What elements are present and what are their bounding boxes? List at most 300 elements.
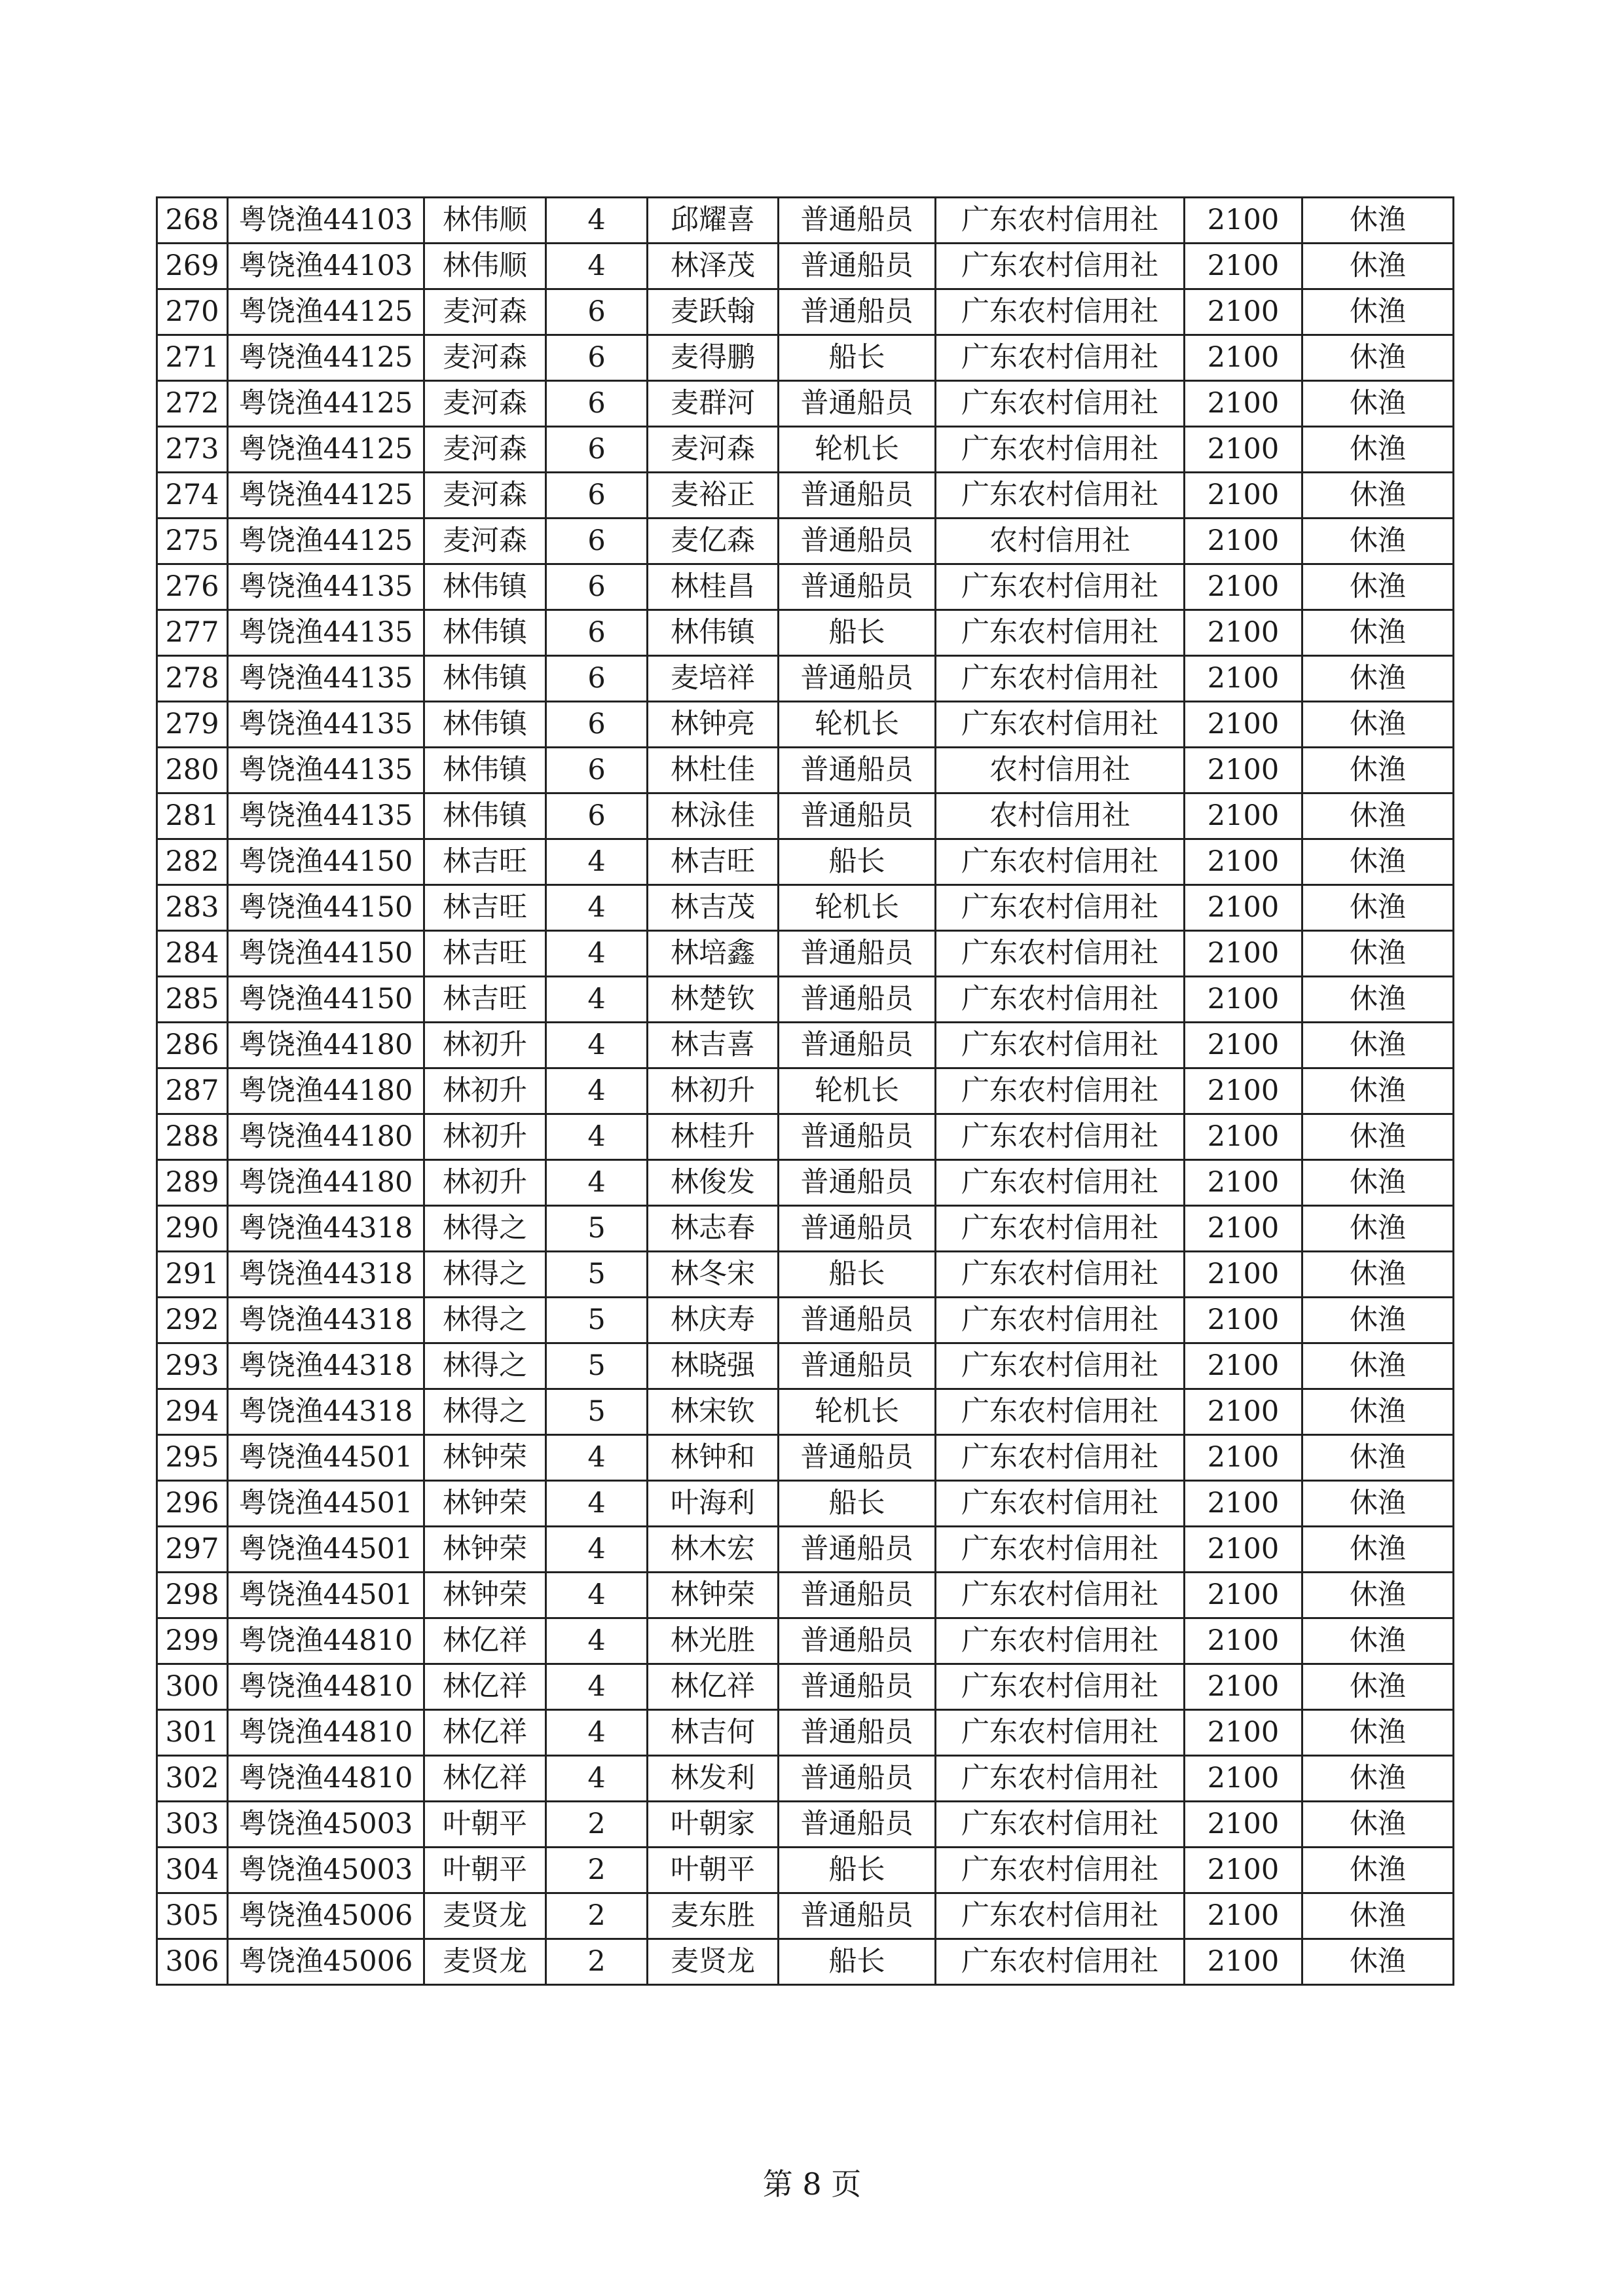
position-cell: 普通船员 [779, 656, 936, 702]
crew-name-cell: 麦河森 [648, 427, 779, 473]
bank-name-cell: 广东农村信用社 [936, 1160, 1185, 1206]
status-cell: 休渔 [1302, 1848, 1454, 1893]
amount-cell: 2100 [1185, 427, 1302, 473]
row-index-cell: 304 [157, 1848, 228, 1893]
status-cell: 休渔 [1302, 1068, 1454, 1114]
position-cell: 普通船员 [779, 1756, 936, 1802]
table-row [157, 1435, 1454, 1481]
crew-name-cell: 林志春 [648, 1206, 779, 1252]
crew-name-cell: 林楚钦 [648, 977, 779, 1023]
table-row [157, 1618, 1454, 1664]
amount-cell: 2100 [1185, 610, 1302, 656]
vessel-number-cell: 粤饶渔44135 [228, 793, 424, 839]
vessel-number-cell: 粤饶渔44135 [228, 610, 424, 656]
status-cell: 休渔 [1302, 1481, 1454, 1527]
crew-name-cell: 林庆寿 [648, 1298, 779, 1343]
amount-cell: 2100 [1185, 1481, 1302, 1527]
status-cell: 休渔 [1302, 931, 1454, 977]
row-index-cell: 290 [157, 1206, 228, 1252]
crew-name-cell: 林亿祥 [648, 1664, 779, 1710]
vessel-number-cell: 粤饶渔44180 [228, 1023, 424, 1068]
crew-count-cell: 4 [546, 198, 648, 244]
amount-cell: 2100 [1185, 1068, 1302, 1114]
row-index-cell: 270 [157, 289, 228, 335]
bank-name-cell: 广东农村信用社 [936, 1664, 1185, 1710]
row-index-cell: 301 [157, 1710, 228, 1756]
status-cell: 休渔 [1302, 519, 1454, 564]
row-index-cell: 293 [157, 1343, 228, 1389]
vessel-number-cell: 粤饶渔44318 [228, 1389, 424, 1435]
row-index-cell: 292 [157, 1298, 228, 1343]
amount-cell: 2100 [1185, 748, 1302, 793]
table-row [157, 1573, 1454, 1618]
bank-name-cell: 广东农村信用社 [936, 1481, 1185, 1527]
status-cell: 休渔 [1302, 1939, 1454, 1985]
crew-count-cell: 2 [546, 1848, 648, 1893]
crew-count-cell: 4 [546, 1527, 648, 1573]
position-cell: 普通船员 [779, 1343, 936, 1389]
bank-name-cell: 广东农村信用社 [936, 1893, 1185, 1939]
vessel-number-cell: 粤饶渔45003 [228, 1848, 424, 1893]
crew-count-cell: 6 [546, 564, 648, 610]
table-row [157, 198, 1454, 244]
amount-cell: 2100 [1185, 1435, 1302, 1481]
crew-count-cell: 4 [546, 1573, 648, 1618]
row-index-cell: 291 [157, 1252, 228, 1298]
bank-name-cell: 广东农村信用社 [936, 427, 1185, 473]
position-cell: 普通船员 [779, 381, 936, 427]
owner-name-cell: 麦河森 [424, 289, 546, 335]
owner-name-cell: 林初升 [424, 1160, 546, 1206]
status-cell: 休渔 [1302, 473, 1454, 519]
crew-name-cell: 麦得鹏 [648, 335, 779, 381]
crew-name-cell: 麦亿森 [648, 519, 779, 564]
row-index-cell: 306 [157, 1939, 228, 1985]
amount-cell: 2100 [1185, 1114, 1302, 1160]
status-cell: 休渔 [1302, 748, 1454, 793]
vessel-number-cell: 粤饶渔44501 [228, 1573, 424, 1618]
crew-count-cell: 4 [546, 1160, 648, 1206]
owner-name-cell: 麦河森 [424, 381, 546, 427]
owner-name-cell: 麦河森 [424, 519, 546, 564]
amount-cell: 2100 [1185, 1023, 1302, 1068]
crew-count-cell: 4 [546, 1664, 648, 1710]
status-cell: 休渔 [1302, 656, 1454, 702]
status-cell: 休渔 [1302, 839, 1454, 885]
crew-name-cell: 林光胜 [648, 1618, 779, 1664]
amount-cell: 2100 [1185, 793, 1302, 839]
crew-name-cell: 叶朝家 [648, 1802, 779, 1848]
table-row [157, 1939, 1454, 1985]
vessel-number-cell: 粤饶渔44150 [228, 977, 424, 1023]
owner-name-cell: 林钟荣 [424, 1481, 546, 1527]
crew-count-cell: 2 [546, 1802, 648, 1848]
position-cell: 普通船员 [779, 1527, 936, 1573]
row-index-cell: 296 [157, 1481, 228, 1527]
position-cell: 船长 [779, 1252, 936, 1298]
amount-cell: 2100 [1185, 1939, 1302, 1985]
bank-name-cell: 广东农村信用社 [936, 473, 1185, 519]
row-index-cell: 286 [157, 1023, 228, 1068]
crew-name-cell: 林吉何 [648, 1710, 779, 1756]
owner-name-cell: 林钟荣 [424, 1435, 546, 1481]
bank-name-cell: 广东农村信用社 [936, 289, 1185, 335]
crew-count-cell: 4 [546, 244, 648, 289]
vessel-number-cell: 粤饶渔44150 [228, 931, 424, 977]
row-index-cell: 298 [157, 1573, 228, 1618]
row-index-cell: 275 [157, 519, 228, 564]
row-index-cell: 289 [157, 1160, 228, 1206]
owner-name-cell: 林伟顺 [424, 198, 546, 244]
bank-name-cell: 广东农村信用社 [936, 198, 1185, 244]
vessel-number-cell: 粤饶渔44135 [228, 702, 424, 748]
crew-name-cell: 林桂昌 [648, 564, 779, 610]
owner-name-cell: 林伟镇 [424, 656, 546, 702]
status-cell: 休渔 [1302, 702, 1454, 748]
table-row [157, 381, 1454, 427]
table-row [157, 1802, 1454, 1848]
owner-name-cell: 林伟镇 [424, 748, 546, 793]
row-index-cell: 303 [157, 1802, 228, 1848]
position-cell: 普通船员 [779, 1298, 936, 1343]
owner-name-cell: 叶朝平 [424, 1848, 546, 1893]
crew-count-cell: 4 [546, 1068, 648, 1114]
crew-count-cell: 4 [546, 1756, 648, 1802]
amount-cell: 2100 [1185, 289, 1302, 335]
status-cell: 休渔 [1302, 1802, 1454, 1848]
row-index-cell: 280 [157, 748, 228, 793]
owner-name-cell: 林得之 [424, 1206, 546, 1252]
owner-name-cell: 林吉旺 [424, 885, 546, 931]
crew-count-cell: 5 [546, 1343, 648, 1389]
bank-name-cell: 广东农村信用社 [936, 1206, 1185, 1252]
crew-name-cell: 林木宏 [648, 1527, 779, 1573]
bank-name-cell: 广东农村信用社 [936, 1023, 1185, 1068]
crew-name-cell: 林伟镇 [648, 610, 779, 656]
position-cell: 普通船员 [779, 931, 936, 977]
owner-name-cell: 麦河森 [424, 335, 546, 381]
amount-cell: 2100 [1185, 1389, 1302, 1435]
vessel-number-cell: 粤饶渔44150 [228, 885, 424, 931]
position-cell: 船长 [779, 1939, 936, 1985]
row-index-cell: 274 [157, 473, 228, 519]
position-cell: 普通船员 [779, 1206, 936, 1252]
status-cell: 休渔 [1302, 1343, 1454, 1389]
crew-name-cell: 林泳佳 [648, 793, 779, 839]
amount-cell: 2100 [1185, 1664, 1302, 1710]
vessel-number-cell: 粤饶渔45006 [228, 1939, 424, 1985]
crew-name-cell: 叶朝平 [648, 1848, 779, 1893]
bank-name-cell: 广东农村信用社 [936, 1802, 1185, 1848]
vessel-number-cell: 粤饶渔44180 [228, 1114, 424, 1160]
bank-name-cell: 广东农村信用社 [936, 1389, 1185, 1435]
table-row [157, 1389, 1454, 1435]
amount-cell: 2100 [1185, 977, 1302, 1023]
position-cell: 轮机长 [779, 1068, 936, 1114]
status-cell: 休渔 [1302, 289, 1454, 335]
table-row [157, 610, 1454, 656]
crew-count-cell: 4 [546, 1435, 648, 1481]
vessel-number-cell: 粤饶渔44125 [228, 289, 424, 335]
position-cell: 普通船员 [779, 1435, 936, 1481]
status-cell: 休渔 [1302, 1710, 1454, 1756]
vessel-number-cell: 粤饶渔44318 [228, 1343, 424, 1389]
position-cell: 船长 [779, 610, 936, 656]
table-row [157, 1848, 1454, 1893]
vessel-number-cell: 粤饶渔44103 [228, 244, 424, 289]
bank-name-cell: 广东农村信用社 [936, 335, 1185, 381]
position-cell: 普通船员 [779, 1573, 936, 1618]
bank-name-cell: 广东农村信用社 [936, 1573, 1185, 1618]
owner-name-cell: 林得之 [424, 1343, 546, 1389]
table-row [157, 1481, 1454, 1527]
crew-count-cell: 6 [546, 473, 648, 519]
crew-name-cell: 麦群河 [648, 381, 779, 427]
position-cell: 普通船员 [779, 793, 936, 839]
position-cell: 船长 [779, 1481, 936, 1527]
crew-count-cell: 4 [546, 839, 648, 885]
table-row [157, 1893, 1454, 1939]
row-index-cell: 288 [157, 1114, 228, 1160]
position-cell: 轮机长 [779, 885, 936, 931]
owner-name-cell: 林吉旺 [424, 977, 546, 1023]
row-index-cell: 278 [157, 656, 228, 702]
owner-name-cell: 麦贤龙 [424, 1939, 546, 1985]
amount-cell: 2100 [1185, 931, 1302, 977]
position-cell: 船长 [779, 335, 936, 381]
position-cell: 普通船员 [779, 748, 936, 793]
crew-count-cell: 6 [546, 793, 648, 839]
bank-name-cell: 广东农村信用社 [936, 1114, 1185, 1160]
vessel-number-cell: 粤饶渔44125 [228, 381, 424, 427]
bank-name-cell: 广东农村信用社 [936, 1068, 1185, 1114]
table-row [157, 564, 1454, 610]
vessel-number-cell: 粤饶渔44810 [228, 1710, 424, 1756]
status-cell: 休渔 [1302, 793, 1454, 839]
owner-name-cell: 林伟镇 [424, 793, 546, 839]
crew-count-cell: 6 [546, 610, 648, 656]
table-row [157, 793, 1454, 839]
table-row [157, 244, 1454, 289]
table-row [157, 1298, 1454, 1343]
owner-name-cell: 林亿祥 [424, 1618, 546, 1664]
amount-cell: 2100 [1185, 1298, 1302, 1343]
position-cell: 普通船员 [779, 244, 936, 289]
status-cell: 休渔 [1302, 977, 1454, 1023]
vessel-number-cell: 粤饶渔44135 [228, 656, 424, 702]
bank-name-cell: 广东农村信用社 [936, 1527, 1185, 1573]
crew-count-cell: 6 [546, 381, 648, 427]
vessel-number-cell: 粤饶渔44103 [228, 198, 424, 244]
crew-name-cell: 林钟荣 [648, 1573, 779, 1618]
amount-cell: 2100 [1185, 1206, 1302, 1252]
position-cell: 轮机长 [779, 702, 936, 748]
table-row [157, 839, 1454, 885]
bank-name-cell: 广东农村信用社 [936, 977, 1185, 1023]
vessel-number-cell: 粤饶渔44125 [228, 335, 424, 381]
crew-count-cell: 4 [546, 931, 648, 977]
status-cell: 休渔 [1302, 1023, 1454, 1068]
row-index-cell: 269 [157, 244, 228, 289]
crew-count-cell: 6 [546, 335, 648, 381]
crew-name-cell: 麦培祥 [648, 656, 779, 702]
owner-name-cell: 林钟荣 [424, 1527, 546, 1573]
crew-count-cell: 5 [546, 1389, 648, 1435]
table-row [157, 473, 1454, 519]
crew-name-cell: 林冬宋 [648, 1252, 779, 1298]
row-index-cell: 300 [157, 1664, 228, 1710]
amount-cell: 2100 [1185, 1710, 1302, 1756]
row-index-cell: 281 [157, 793, 228, 839]
owner-name-cell: 林亿祥 [424, 1664, 546, 1710]
crew-name-cell: 麦跃翰 [648, 289, 779, 335]
owner-name-cell: 林初升 [424, 1114, 546, 1160]
owner-name-cell: 林得之 [424, 1389, 546, 1435]
row-index-cell: 283 [157, 885, 228, 931]
amount-cell: 2100 [1185, 1573, 1302, 1618]
amount-cell: 2100 [1185, 1756, 1302, 1802]
table-row [157, 748, 1454, 793]
status-cell: 休渔 [1302, 1389, 1454, 1435]
bank-name-cell: 广东农村信用社 [936, 610, 1185, 656]
status-cell: 休渔 [1302, 1573, 1454, 1618]
row-index-cell: 294 [157, 1389, 228, 1435]
amount-cell: 2100 [1185, 1618, 1302, 1664]
status-cell: 休渔 [1302, 244, 1454, 289]
crew-name-cell: 叶海利 [648, 1481, 779, 1527]
amount-cell: 2100 [1185, 244, 1302, 289]
status-cell: 休渔 [1302, 610, 1454, 656]
row-index-cell: 284 [157, 931, 228, 977]
amount-cell: 2100 [1185, 1160, 1302, 1206]
amount-cell: 2100 [1185, 1527, 1302, 1573]
bank-name-cell: 广东农村信用社 [936, 1343, 1185, 1389]
amount-cell: 2100 [1185, 473, 1302, 519]
crew-name-cell: 林初升 [648, 1068, 779, 1114]
status-cell: 休渔 [1302, 1298, 1454, 1343]
owner-name-cell: 林伟顺 [424, 244, 546, 289]
crew-count-cell: 6 [546, 656, 648, 702]
amount-cell: 2100 [1185, 885, 1302, 931]
position-cell: 普通船员 [779, 1160, 936, 1206]
status-cell: 休渔 [1302, 1160, 1454, 1206]
row-index-cell: 277 [157, 610, 228, 656]
vessel-number-cell: 粤饶渔44150 [228, 839, 424, 885]
position-cell: 普通船员 [779, 519, 936, 564]
crew-name-cell: 林杜佳 [648, 748, 779, 793]
crew-name-cell: 林吉茂 [648, 885, 779, 931]
vessel-number-cell: 粤饶渔44125 [228, 427, 424, 473]
amount-cell: 2100 [1185, 1802, 1302, 1848]
crew-name-cell: 林吉旺 [648, 839, 779, 885]
amount-cell: 2100 [1185, 519, 1302, 564]
table-row [157, 1160, 1454, 1206]
status-cell: 休渔 [1302, 1893, 1454, 1939]
crew-name-cell: 林吉喜 [648, 1023, 779, 1068]
table-row [157, 335, 1454, 381]
vessel-number-cell: 粤饶渔44501 [228, 1435, 424, 1481]
position-cell: 普通船员 [779, 1114, 936, 1160]
vessel-number-cell: 粤饶渔44318 [228, 1298, 424, 1343]
position-cell: 船长 [779, 839, 936, 885]
amount-cell: 2100 [1185, 1893, 1302, 1939]
status-cell: 休渔 [1302, 885, 1454, 931]
bank-name-cell: 广东农村信用社 [936, 1252, 1185, 1298]
owner-name-cell: 林初升 [424, 1023, 546, 1068]
row-index-cell: 282 [157, 839, 228, 885]
status-cell: 休渔 [1302, 198, 1454, 244]
vessel-number-cell: 粤饶渔44810 [228, 1618, 424, 1664]
owner-name-cell: 林亿祥 [424, 1710, 546, 1756]
position-cell: 普通船员 [779, 564, 936, 610]
position-cell: 普通船员 [779, 1618, 936, 1664]
owner-name-cell: 林伟镇 [424, 702, 546, 748]
crew-name-cell: 林晓强 [648, 1343, 779, 1389]
bank-name-cell: 农村信用社 [936, 793, 1185, 839]
bank-name-cell: 广东农村信用社 [936, 1298, 1185, 1343]
crew-name-cell: 邱耀喜 [648, 198, 779, 244]
crew-count-cell: 4 [546, 1618, 648, 1664]
row-index-cell: 295 [157, 1435, 228, 1481]
bank-name-cell: 农村信用社 [936, 519, 1185, 564]
row-index-cell: 287 [157, 1068, 228, 1114]
vessel-number-cell: 粤饶渔44810 [228, 1664, 424, 1710]
owner-name-cell: 林得之 [424, 1252, 546, 1298]
owner-name-cell: 麦贤龙 [424, 1893, 546, 1939]
table-row [157, 1114, 1454, 1160]
status-cell: 休渔 [1302, 1527, 1454, 1573]
position-cell: 船长 [779, 1848, 936, 1893]
crew-count-cell: 6 [546, 748, 648, 793]
table-row [157, 1343, 1454, 1389]
bank-name-cell: 广东农村信用社 [936, 244, 1185, 289]
crew-count-cell: 2 [546, 1939, 648, 1985]
amount-cell: 2100 [1185, 839, 1302, 885]
crew-count-cell: 4 [546, 1710, 648, 1756]
position-cell: 轮机长 [779, 1389, 936, 1435]
table-row [157, 656, 1454, 702]
crew-name-cell: 林泽茂 [648, 244, 779, 289]
bank-name-cell: 广东农村信用社 [936, 1710, 1185, 1756]
table-row [157, 1710, 1454, 1756]
table-row [157, 931, 1454, 977]
status-cell: 休渔 [1302, 1618, 1454, 1664]
table-row [157, 885, 1454, 931]
bank-name-cell: 广东农村信用社 [936, 1939, 1185, 1985]
crew-name-cell: 麦裕正 [648, 473, 779, 519]
crew-name-cell: 林钟亮 [648, 702, 779, 748]
vessel-number-cell: 粤饶渔44125 [228, 519, 424, 564]
vessel-number-cell: 粤饶渔44180 [228, 1068, 424, 1114]
crew-name-cell: 林俊发 [648, 1160, 779, 1206]
owner-name-cell: 麦河森 [424, 473, 546, 519]
bank-name-cell: 广东农村信用社 [936, 702, 1185, 748]
owner-name-cell: 林初升 [424, 1068, 546, 1114]
table-row [157, 519, 1454, 564]
vessel-number-cell: 粤饶渔45003 [228, 1802, 424, 1848]
subsidy-table [156, 196, 1454, 1986]
crew-count-cell: 4 [546, 1023, 648, 1068]
crew-count-cell: 5 [546, 1252, 648, 1298]
position-cell: 普通船员 [779, 1893, 936, 1939]
row-index-cell: 276 [157, 564, 228, 610]
table-body [157, 198, 1454, 1985]
crew-count-cell: 4 [546, 1114, 648, 1160]
owner-name-cell: 林亿祥 [424, 1756, 546, 1802]
position-cell: 普通船员 [779, 1710, 936, 1756]
crew-name-cell: 麦东胜 [648, 1893, 779, 1939]
position-cell: 普通船员 [779, 289, 936, 335]
